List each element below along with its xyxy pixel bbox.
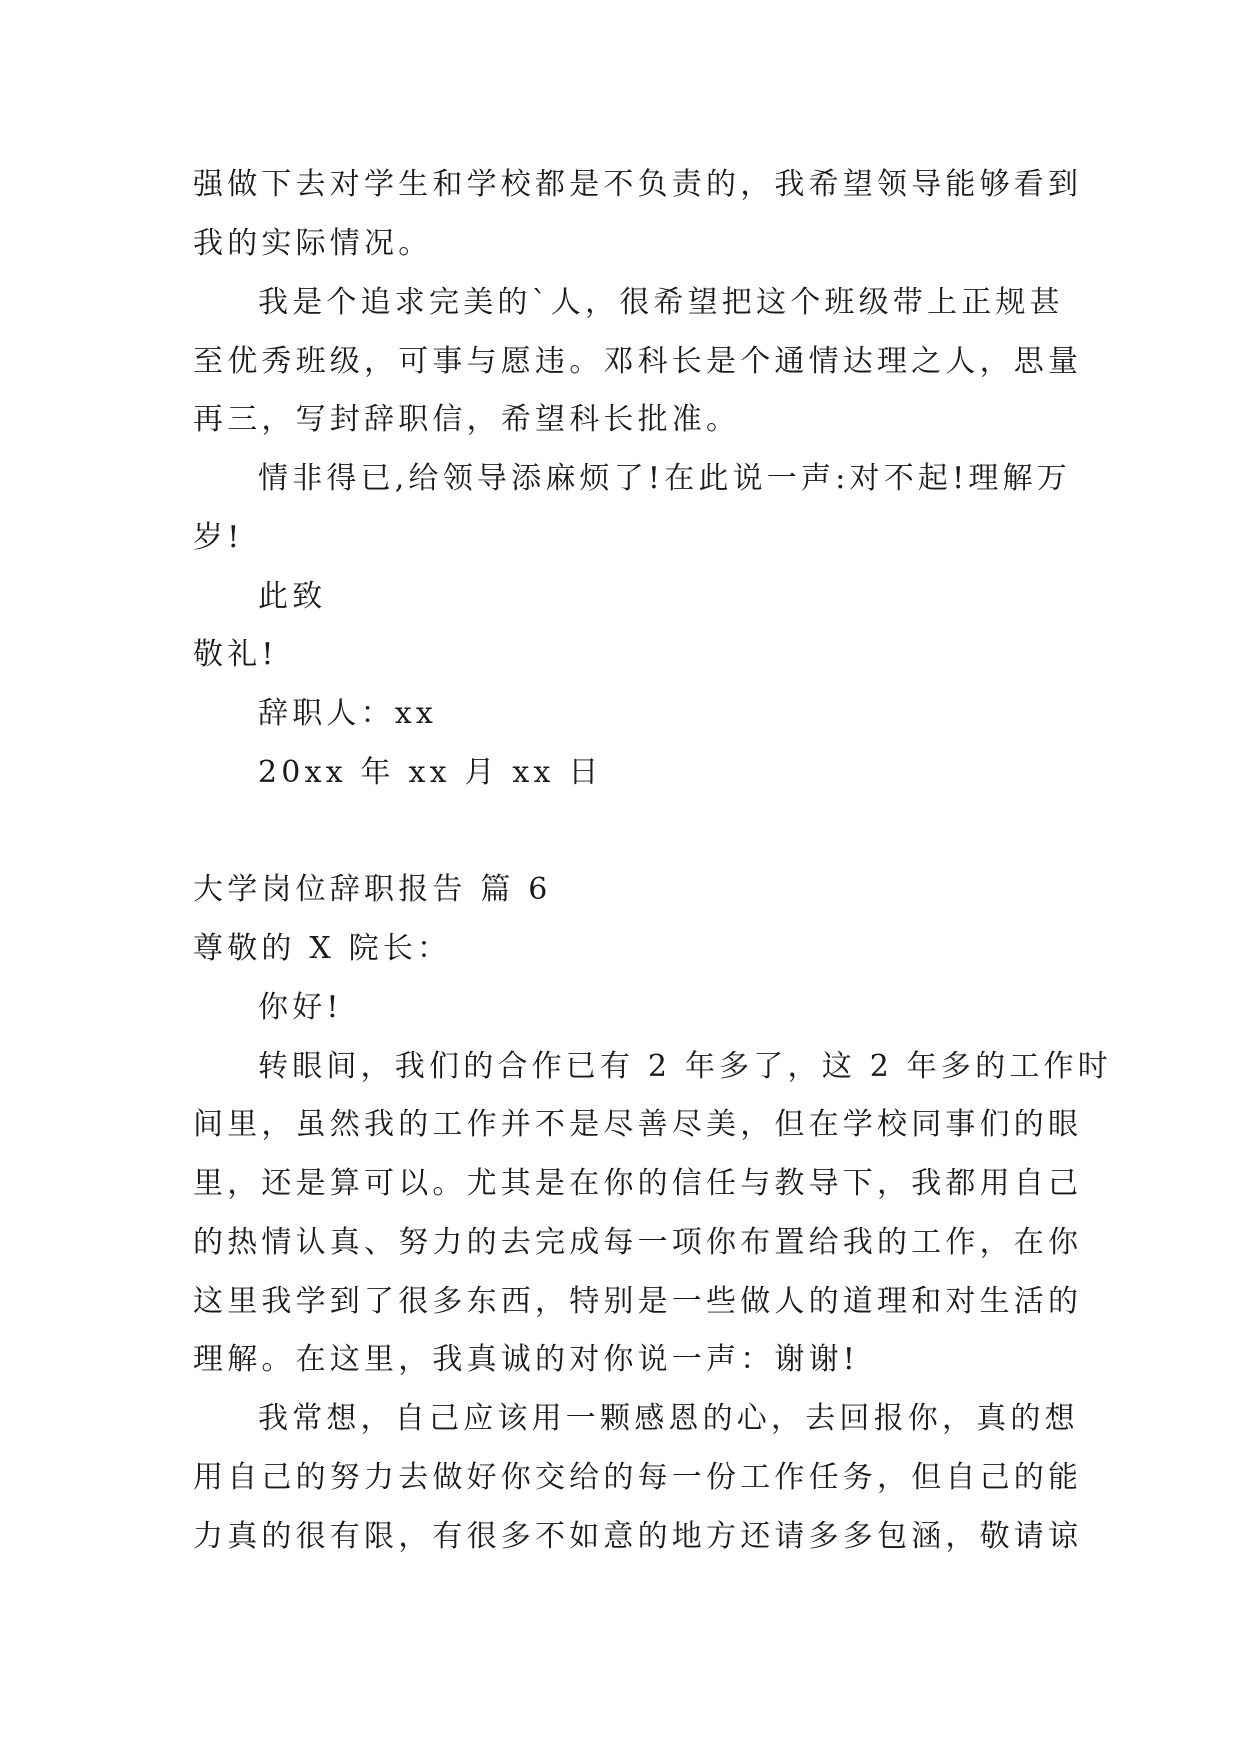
paragraph-line: 岁! [193,520,244,555]
closing-regards: 敬礼! [193,637,278,672]
paragraph-line: 我常想，自己应该用一颗感恩的心，去回报你，真的想 [258,1401,1079,1436]
paragraph-line: 转眼间，我们的合作已有 2 年多了，这 2 年多的工作时 [258,1049,1112,1084]
paragraph-line: 情非得已,给领导添麻烦了!在此说一声:对不起!理解万 [258,461,1071,496]
paragraph-line: 的热情认真、努力的去完成每一项你布置给我的工作，在你 [193,1225,1083,1260]
paragraph-line: 我是个追求完美的`人，很希望把这个班级带上正规甚 [258,285,1064,320]
paragraph-line: 力真的很有限，有很多不如意的地方还请多多包涵，敬请谅 [193,1519,1083,1554]
paragraph-line: 间里，虽然我的工作并不是尽善尽美，但在学校同事们的眼 [193,1107,1083,1142]
closing-salutation: 此致 [258,579,327,614]
paragraph-line: 理解。在这里，我真诚的对你说一声：谢谢! [193,1342,860,1377]
greeting: 你好! [258,990,343,1025]
signature-line: 辞职人：xx [258,696,438,731]
paragraph-line: 再三，写封辞职信，希望科长批准。 [193,402,741,437]
paragraph-line: 我的实际情况。 [193,226,433,261]
paragraph-line: 强做下去对学生和学校都是不负责的，我希望领导能够看到 [193,167,1083,202]
greeting-recipient: 尊敬的 X 院长： [193,931,452,966]
paragraph-line: 用自己的努力去做好你交给的每一份工作任务，但自己的能 [193,1460,1083,1495]
paragraph-line: 至优秀班级，可事与愿违。邓科长是个通情达理之人，思量 [193,344,1083,379]
section-title: 大学岗位辞职报告 篇 6 [193,872,552,907]
date-line: 20xx 年 xx 月 xx 日 [258,755,603,790]
paragraph-line: 里，还是算可以。尤其是在你的信任与教导下，我都用自己 [193,1166,1083,1201]
paragraph-line: 这里我学到了很多东西，特别是一些做人的道理和对生活的 [193,1284,1083,1319]
